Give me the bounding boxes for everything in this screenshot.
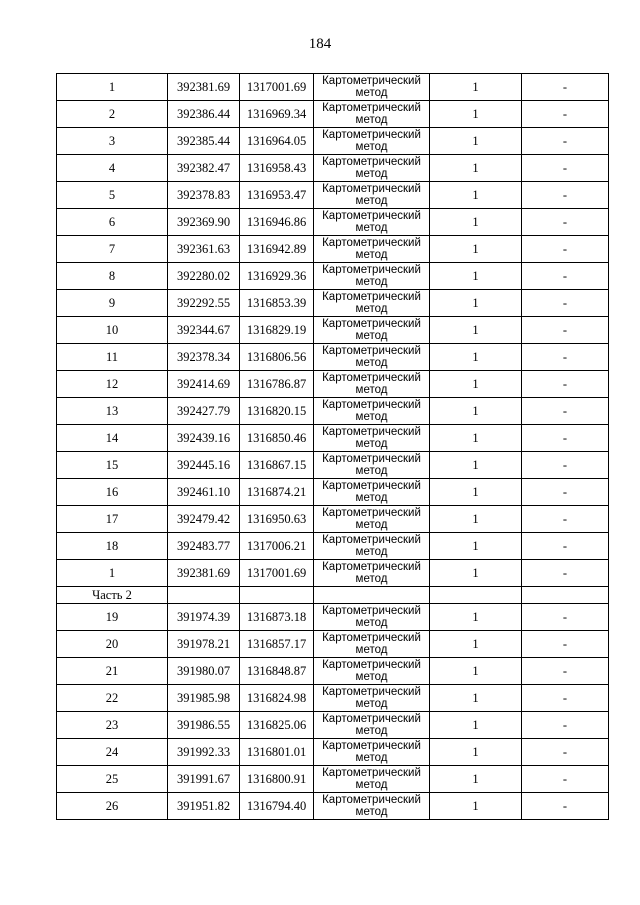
point-number-cell: 22 (57, 685, 168, 712)
y-coordinate-cell: 1316964.05 (240, 128, 314, 155)
table-row (57, 371, 609, 398)
point-number-cell: 2 (57, 101, 168, 128)
y-coordinate-cell: 1316929.36 (240, 263, 314, 290)
accuracy-cell: 1 (430, 793, 522, 820)
note-cell: - (522, 793, 609, 820)
method-cell: Картометрический метод (314, 317, 430, 344)
point-number-cell: 24 (57, 739, 168, 766)
method-cell: Картометрический метод (314, 398, 430, 425)
method-cell: Картометрический метод (314, 533, 430, 560)
method-cell: Картометрический метод (314, 685, 430, 712)
accuracy-cell: 1 (430, 74, 522, 101)
accuracy-cell: 1 (430, 560, 522, 587)
accuracy-cell: 1 (430, 317, 522, 344)
y-coordinate-cell: 1316820.15 (240, 398, 314, 425)
note-cell: - (522, 631, 609, 658)
method-cell: Картометрический метод (314, 712, 430, 739)
accuracy-cell: 1 (430, 425, 522, 452)
table-row (57, 317, 609, 344)
point-number-cell: 7 (57, 236, 168, 263)
point-number-cell: 8 (57, 263, 168, 290)
method-cell: Картометрический метод (314, 209, 430, 236)
x-coordinate-cell: 392381.69 (168, 74, 240, 101)
point-number-cell: 14 (57, 425, 168, 452)
note-cell: - (522, 263, 609, 290)
part-2-header (57, 587, 609, 604)
x-coordinate-cell: 392381.69 (168, 560, 240, 587)
y-coordinate-cell: 1316853.39 (240, 290, 314, 317)
coordinates-table (56, 73, 609, 820)
empty-cell (240, 587, 314, 604)
note-cell: - (522, 101, 609, 128)
point-number-cell: 17 (57, 506, 168, 533)
note-cell: - (522, 74, 609, 101)
x-coordinate-cell: 392382.47 (168, 155, 240, 182)
point-number-cell: 9 (57, 290, 168, 317)
x-coordinate-cell: 392280.02 (168, 263, 240, 290)
method-cell: Картометрический метод (314, 344, 430, 371)
table-row (57, 425, 609, 452)
point-number-cell: 19 (57, 604, 168, 631)
accuracy-cell: 1 (430, 452, 522, 479)
note-cell: - (522, 317, 609, 344)
x-coordinate-cell: 392378.83 (168, 182, 240, 209)
point-number-cell: 23 (57, 712, 168, 739)
accuracy-cell: 1 (430, 290, 522, 317)
point-number-cell: 21 (57, 658, 168, 685)
method-cell: Картометрический метод (314, 128, 430, 155)
x-coordinate-cell: 391991.67 (168, 766, 240, 793)
note-cell: - (522, 739, 609, 766)
x-coordinate-cell: 392461.10 (168, 479, 240, 506)
point-number-cell: 26 (57, 793, 168, 820)
y-coordinate-cell: 1316800.91 (240, 766, 314, 793)
part-2-rows (57, 604, 609, 820)
note-cell: - (522, 506, 609, 533)
point-number-cell: 6 (57, 209, 168, 236)
table-row (57, 793, 609, 820)
accuracy-cell: 1 (430, 739, 522, 766)
method-cell: Картометрический метод (314, 506, 430, 533)
x-coordinate-cell: 392378.34 (168, 344, 240, 371)
table-row (57, 766, 609, 793)
table-row (57, 344, 609, 371)
method-cell: Картометрический метод (314, 560, 430, 587)
y-coordinate-cell: 1316873.18 (240, 604, 314, 631)
empty-cell (522, 587, 609, 604)
table-row (57, 560, 609, 587)
x-coordinate-cell: 391985.98 (168, 685, 240, 712)
method-cell: Картометрический метод (314, 101, 430, 128)
method-cell: Картометрический метод (314, 658, 430, 685)
accuracy-cell: 1 (430, 155, 522, 182)
y-coordinate-cell: 1316794.40 (240, 793, 314, 820)
point-number-cell: 18 (57, 533, 168, 560)
x-coordinate-cell: 392361.63 (168, 236, 240, 263)
table-row (57, 712, 609, 739)
x-coordinate-cell: 392414.69 (168, 371, 240, 398)
y-coordinate-cell: 1316953.47 (240, 182, 314, 209)
accuracy-cell: 1 (430, 766, 522, 793)
method-cell: Картометрический метод (314, 371, 430, 398)
table-row (57, 398, 609, 425)
point-number-cell: 25 (57, 766, 168, 793)
point-number-cell: 5 (57, 182, 168, 209)
note-cell: - (522, 290, 609, 317)
page-number: 184 (308, 36, 332, 52)
point-number-cell: 13 (57, 398, 168, 425)
table-row (57, 506, 609, 533)
accuracy-cell: 1 (430, 712, 522, 739)
table-row (57, 263, 609, 290)
accuracy-cell: 1 (430, 658, 522, 685)
note-cell: - (522, 479, 609, 506)
accuracy-cell: 1 (430, 344, 522, 371)
x-coordinate-cell: 391992.33 (168, 739, 240, 766)
table-row (57, 739, 609, 766)
table-row (57, 128, 609, 155)
table-row (57, 182, 609, 209)
note-cell: - (522, 766, 609, 793)
point-number-cell: 1 (57, 74, 168, 101)
y-coordinate-cell: 1316950.63 (240, 506, 314, 533)
empty-cell (168, 587, 240, 604)
x-coordinate-cell: 391951.82 (168, 793, 240, 820)
accuracy-cell: 1 (430, 685, 522, 712)
accuracy-cell: 1 (430, 398, 522, 425)
point-number-cell: 1 (57, 560, 168, 587)
accuracy-cell: 1 (430, 128, 522, 155)
point-number-cell: 10 (57, 317, 168, 344)
accuracy-cell: 1 (430, 533, 522, 560)
note-cell: - (522, 371, 609, 398)
accuracy-cell: 1 (430, 506, 522, 533)
table-row (57, 658, 609, 685)
accuracy-cell: 1 (430, 479, 522, 506)
accuracy-cell: 1 (430, 236, 522, 263)
method-cell: Картометрический метод (314, 74, 430, 101)
part-label: Часть 2 (57, 587, 168, 604)
table-row (57, 533, 609, 560)
x-coordinate-cell: 391974.39 (168, 604, 240, 631)
table-row (57, 685, 609, 712)
method-cell: Картометрический метод (314, 452, 430, 479)
note-cell: - (522, 604, 609, 631)
note-cell: - (522, 452, 609, 479)
note-cell: - (522, 344, 609, 371)
y-coordinate-cell: 1316850.46 (240, 425, 314, 452)
y-coordinate-cell: 1317001.69 (240, 74, 314, 101)
table-row (57, 604, 609, 631)
y-coordinate-cell: 1316857.17 (240, 631, 314, 658)
note-cell: - (522, 685, 609, 712)
point-number-cell: 4 (57, 155, 168, 182)
note-cell: - (522, 398, 609, 425)
x-coordinate-cell: 392483.77 (168, 533, 240, 560)
table-row (57, 452, 609, 479)
note-cell: - (522, 425, 609, 452)
accuracy-cell: 1 (430, 182, 522, 209)
part-label-row (57, 587, 609, 604)
table-row (57, 479, 609, 506)
accuracy-cell: 1 (430, 604, 522, 631)
method-cell: Картометрический метод (314, 425, 430, 452)
y-coordinate-cell: 1316825.06 (240, 712, 314, 739)
note-cell: - (522, 712, 609, 739)
accuracy-cell: 1 (430, 263, 522, 290)
x-coordinate-cell: 392427.79 (168, 398, 240, 425)
y-coordinate-cell: 1316806.56 (240, 344, 314, 371)
accuracy-cell: 1 (430, 631, 522, 658)
accuracy-cell: 1 (430, 371, 522, 398)
y-coordinate-cell: 1316958.43 (240, 155, 314, 182)
table-row (57, 209, 609, 236)
x-coordinate-cell: 392439.16 (168, 425, 240, 452)
y-coordinate-cell: 1316801.01 (240, 739, 314, 766)
method-cell: Картометрический метод (314, 766, 430, 793)
table-row (57, 101, 609, 128)
note-cell: - (522, 560, 609, 587)
point-number-cell: 3 (57, 128, 168, 155)
method-cell: Картометрический метод (314, 604, 430, 631)
x-coordinate-cell: 392369.90 (168, 209, 240, 236)
y-coordinate-cell: 1316969.34 (240, 101, 314, 128)
y-coordinate-cell: 1316867.15 (240, 452, 314, 479)
y-coordinate-cell: 1316942.89 (240, 236, 314, 263)
x-coordinate-cell: 392445.16 (168, 452, 240, 479)
point-number-cell: 11 (57, 344, 168, 371)
y-coordinate-cell: 1316946.86 (240, 209, 314, 236)
empty-cell (314, 587, 430, 604)
table-row (57, 236, 609, 263)
y-coordinate-cell: 1316848.87 (240, 658, 314, 685)
method-cell: Картометрический метод (314, 182, 430, 209)
method-cell: Картометрический метод (314, 236, 430, 263)
x-coordinate-cell: 391978.21 (168, 631, 240, 658)
note-cell: - (522, 209, 609, 236)
point-number-cell: 12 (57, 371, 168, 398)
point-number-cell: 15 (57, 452, 168, 479)
method-cell: Картометрический метод (314, 479, 430, 506)
y-coordinate-cell: 1316824.98 (240, 685, 314, 712)
note-cell: - (522, 155, 609, 182)
x-coordinate-cell: 391980.07 (168, 658, 240, 685)
table-row (57, 155, 609, 182)
y-coordinate-cell: 1316786.87 (240, 371, 314, 398)
method-cell: Картометрический метод (314, 290, 430, 317)
point-number-cell: 16 (57, 479, 168, 506)
note-cell: - (522, 533, 609, 560)
y-coordinate-cell: 1317006.21 (240, 533, 314, 560)
table-row (57, 631, 609, 658)
table-row (57, 290, 609, 317)
x-coordinate-cell: 392385.44 (168, 128, 240, 155)
note-cell: - (522, 236, 609, 263)
point-number-cell: 20 (57, 631, 168, 658)
method-cell: Картометрический метод (314, 263, 430, 290)
accuracy-cell: 1 (430, 209, 522, 236)
note-cell: - (522, 658, 609, 685)
x-coordinate-cell: 392292.55 (168, 290, 240, 317)
y-coordinate-cell: 1317001.69 (240, 560, 314, 587)
empty-cell (430, 587, 522, 604)
note-cell: - (522, 182, 609, 209)
y-coordinate-cell: 1316829.19 (240, 317, 314, 344)
method-cell: Картометрический метод (314, 793, 430, 820)
method-cell: Картометрический метод (314, 155, 430, 182)
method-cell: Картометрический метод (314, 739, 430, 766)
x-coordinate-cell: 392344.67 (168, 317, 240, 344)
note-cell: - (522, 128, 609, 155)
y-coordinate-cell: 1316874.21 (240, 479, 314, 506)
table-row (57, 74, 609, 101)
method-cell: Картометрический метод (314, 631, 430, 658)
part-1-rows (57, 74, 609, 587)
x-coordinate-cell: 392479.42 (168, 506, 240, 533)
accuracy-cell: 1 (430, 101, 522, 128)
x-coordinate-cell: 392386.44 (168, 101, 240, 128)
x-coordinate-cell: 391986.55 (168, 712, 240, 739)
